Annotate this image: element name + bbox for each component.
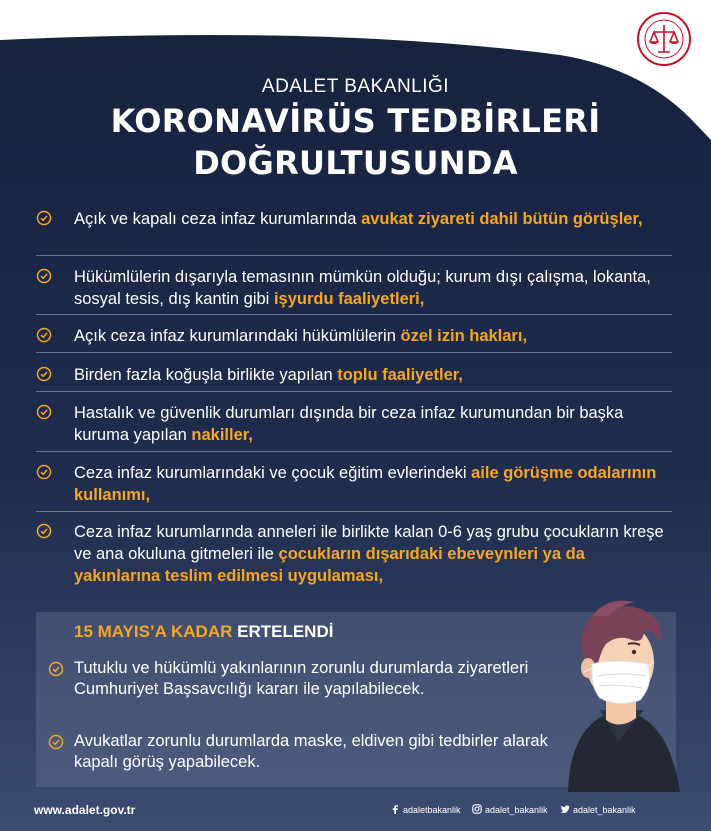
check-circle-icon [36,327,52,343]
title-line-2: DOĞRULTUSUNDA [193,144,518,182]
check-circle-icon [48,734,64,750]
divider [36,511,672,512]
ministry-name: ADALET BAKANLIĞI [261,76,450,97]
check-circle-icon [36,464,52,480]
divider [36,255,672,256]
page-title [0,100,711,184]
item-text: Ceza infaz kurumlarında anneleri ile birlikte kalan 0-6 yaş grubu çocukların kreşe ve ana okuluna gitmeleri ile çocukların dışarıdaki ebeveynleri ya da yakınlarına teslim edilmesi uygulaması, [74,523,664,585]
twitter-icon [560,804,570,814]
divider [36,451,672,452]
postponed-item-text: Avukatlar zorunlu durumlarda maske, eldiven gibi tedbirler alarak kapalı görüş yapabilecek. [74,732,548,771]
title-line-1: KORONAVİRÜS TEDBİRLERİ [110,102,601,140]
facebook-link[interactable]: adaletbakanlik [390,804,461,815]
check-circle-icon [48,661,64,677]
check-circle-icon [36,268,52,284]
website-link[interactable]: www.adalet.gov.tr [34,803,136,817]
masked-person-illustration [548,592,698,792]
item-text: Ceza infaz kurumlarındaki ve çocuk eğitim evlerindeki aile görüşme odalarının kullanımı, [74,464,657,504]
check-circle-icon [36,404,52,420]
postponed-title: 15 MAYIS’A KADAR ERTELENDİ [74,622,334,641]
check-circle-icon [36,523,52,539]
divider [36,391,672,392]
ministry-seal-icon [637,12,691,66]
social-links [390,804,650,818]
facebook-icon [390,804,400,814]
instagram-link[interactable]: adalet_bakanlik [472,804,548,815]
item-text: Açık ve kapalı ceza infaz kurumlarında avukat ziyareti dahil bütün görüşler, [74,210,643,228]
divider [36,352,672,353]
postponed-item-text: Tutuklu ve hükümlü yakınlarının zorunlu durumlarda ziyaretleri Cumhuriyet Başsavcılığı kararı ile yapılabilecek. [74,659,529,698]
item-text: Açık ceza infaz kurumlarındaki hükümlülerin özel izin hakları, [74,327,528,345]
check-circle-icon [36,210,52,226]
item-text: Birden fazla koğuşla birlikte yapılan toplu faaliyetler, [74,366,463,384]
check-circle-icon [36,366,52,382]
divider [36,314,672,315]
instagram-icon [472,804,482,814]
item-text: Hastalık ve güvenlik durumları dışında bir ceza infaz kurumundan bir başka kuruma yapılan nakiller, [74,404,624,444]
twitter-link[interactable]: adalet_bakanlik [560,804,636,815]
item-text: Hükümlülerin dışarıyla temasının mümkün olduğu; kurum dışı çalışma, lokanta, sosyal tesis, dış kantin gibi işyurdu faaliyetleri, [74,268,651,308]
